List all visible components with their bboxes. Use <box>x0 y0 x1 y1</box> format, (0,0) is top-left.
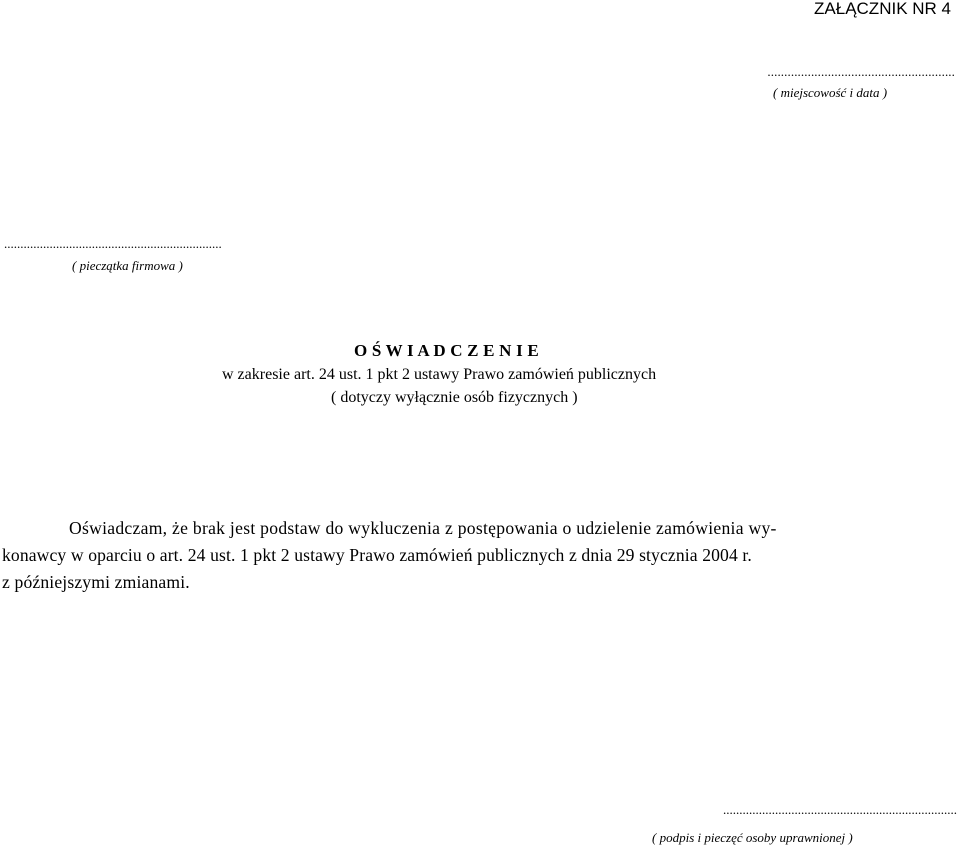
document-title: O Ś W I A D C Z E N I E <box>354 341 539 360</box>
stamp-caption: ( pieczątka firmowa ) <box>72 258 183 273</box>
statement-body <box>2 515 957 596</box>
signature-dotted-line: ........................................................................ <box>723 802 957 817</box>
statement-line: z późniejszymi zmianami. <box>2 572 190 592</box>
document-subtitle-applicability: ( dotyczy wyłącznie osób fizycznych ) <box>331 389 578 406</box>
statement-line: Oświadczam, że brak jest podstaw do wykluczenia z postępowania o udzielenie zamówienia wy- <box>69 518 777 538</box>
signature-caption: ( podpis i pieczęć osoby uprawnionej ) <box>652 830 853 845</box>
place-date-caption: ( miejscowość i data ) <box>773 85 888 100</box>
place-date-dotted-line: ........................................................ <box>767 64 955 79</box>
stamp-dotted-line: ................................................................... <box>4 236 222 251</box>
attachment-label: ZAŁĄCZNIK NR 4 <box>814 0 951 18</box>
document-subtitle-scope: w zakresie art. 24 ust. 1 pkt 2 ustawy Prawo zamówień publicznych <box>222 366 657 383</box>
statement-line: konawcy w oparciu o art. 24 ust. 1 pkt 2 ustawy Prawo zamówień publicznych z dnia 29 stycznia 2004 r. <box>2 545 752 565</box>
